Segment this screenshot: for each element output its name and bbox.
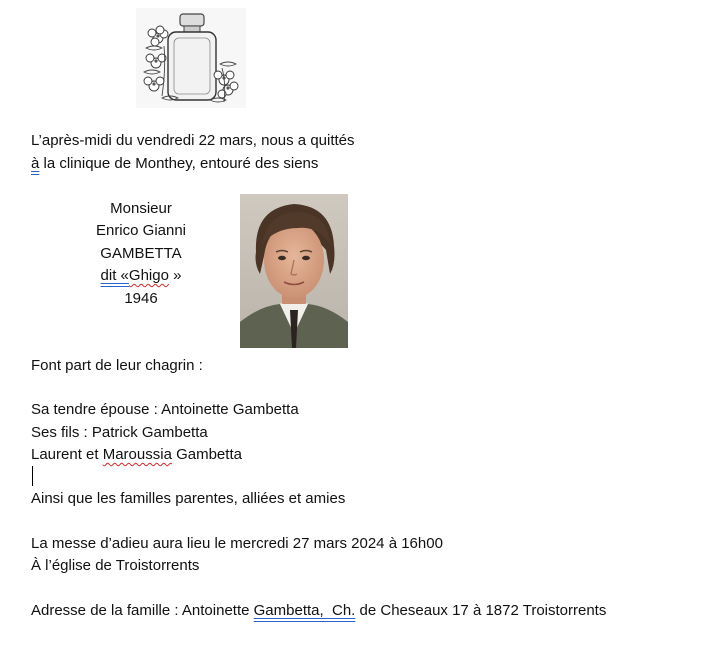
family-spouse: Sa tendre épouse : Antoinette Gambetta bbox=[31, 401, 299, 418]
text-cursor[interactable] bbox=[32, 466, 33, 486]
address-line bbox=[31, 601, 606, 621]
dit-prefix: dit « bbox=[100, 267, 129, 284]
family-laurent-line bbox=[31, 445, 242, 465]
intro-line-2 bbox=[31, 154, 318, 174]
person-surname: GAMBETTA bbox=[100, 245, 182, 262]
person-nickname: Ghigo bbox=[128, 267, 169, 284]
person-title: Monsieur bbox=[110, 200, 172, 217]
person-nickname-line bbox=[71, 265, 211, 288]
dit-suffix: » bbox=[168, 267, 182, 284]
person-names: Enrico Gianni bbox=[95, 222, 187, 239]
maroussia-word: Maroussia bbox=[102, 446, 172, 463]
family-sons: Ses fils : Patrick Gambetta bbox=[31, 424, 208, 441]
laurent-part-c: Gambetta bbox=[171, 446, 242, 463]
intro-line-2-rest: la clinique de Monthey, entouré des siens bbox=[39, 155, 319, 172]
laurent-part-a: Laurent et bbox=[31, 446, 103, 463]
perfume-bottle-floral-icon bbox=[136, 8, 246, 108]
intro-a-word: à bbox=[31, 155, 40, 172]
address-underlined: Gambetta, Ch. bbox=[253, 602, 356, 619]
mass-line-2: À l’église de Troistorrents bbox=[31, 557, 200, 574]
intro-line-1: L’après-midi du vendredi 22 mars, nous a quittés bbox=[31, 132, 355, 149]
family-relatives: Ainsi que les familles parentes, alliées et amies bbox=[31, 490, 346, 507]
family-heading: Font part de leur chagrin : bbox=[31, 357, 203, 374]
address-prefix: Adresse de la famille : Antoinette bbox=[31, 602, 254, 619]
address-suffix: de Cheseaux 17 à 1872 Troistorrents bbox=[355, 602, 607, 619]
person-year: 1946 bbox=[124, 290, 158, 307]
mass-line-1: La messe d’adieu aura lieu le mercredi 27 mars 2024 à 16h00 bbox=[31, 535, 443, 552]
portrait-photo bbox=[240, 194, 348, 348]
